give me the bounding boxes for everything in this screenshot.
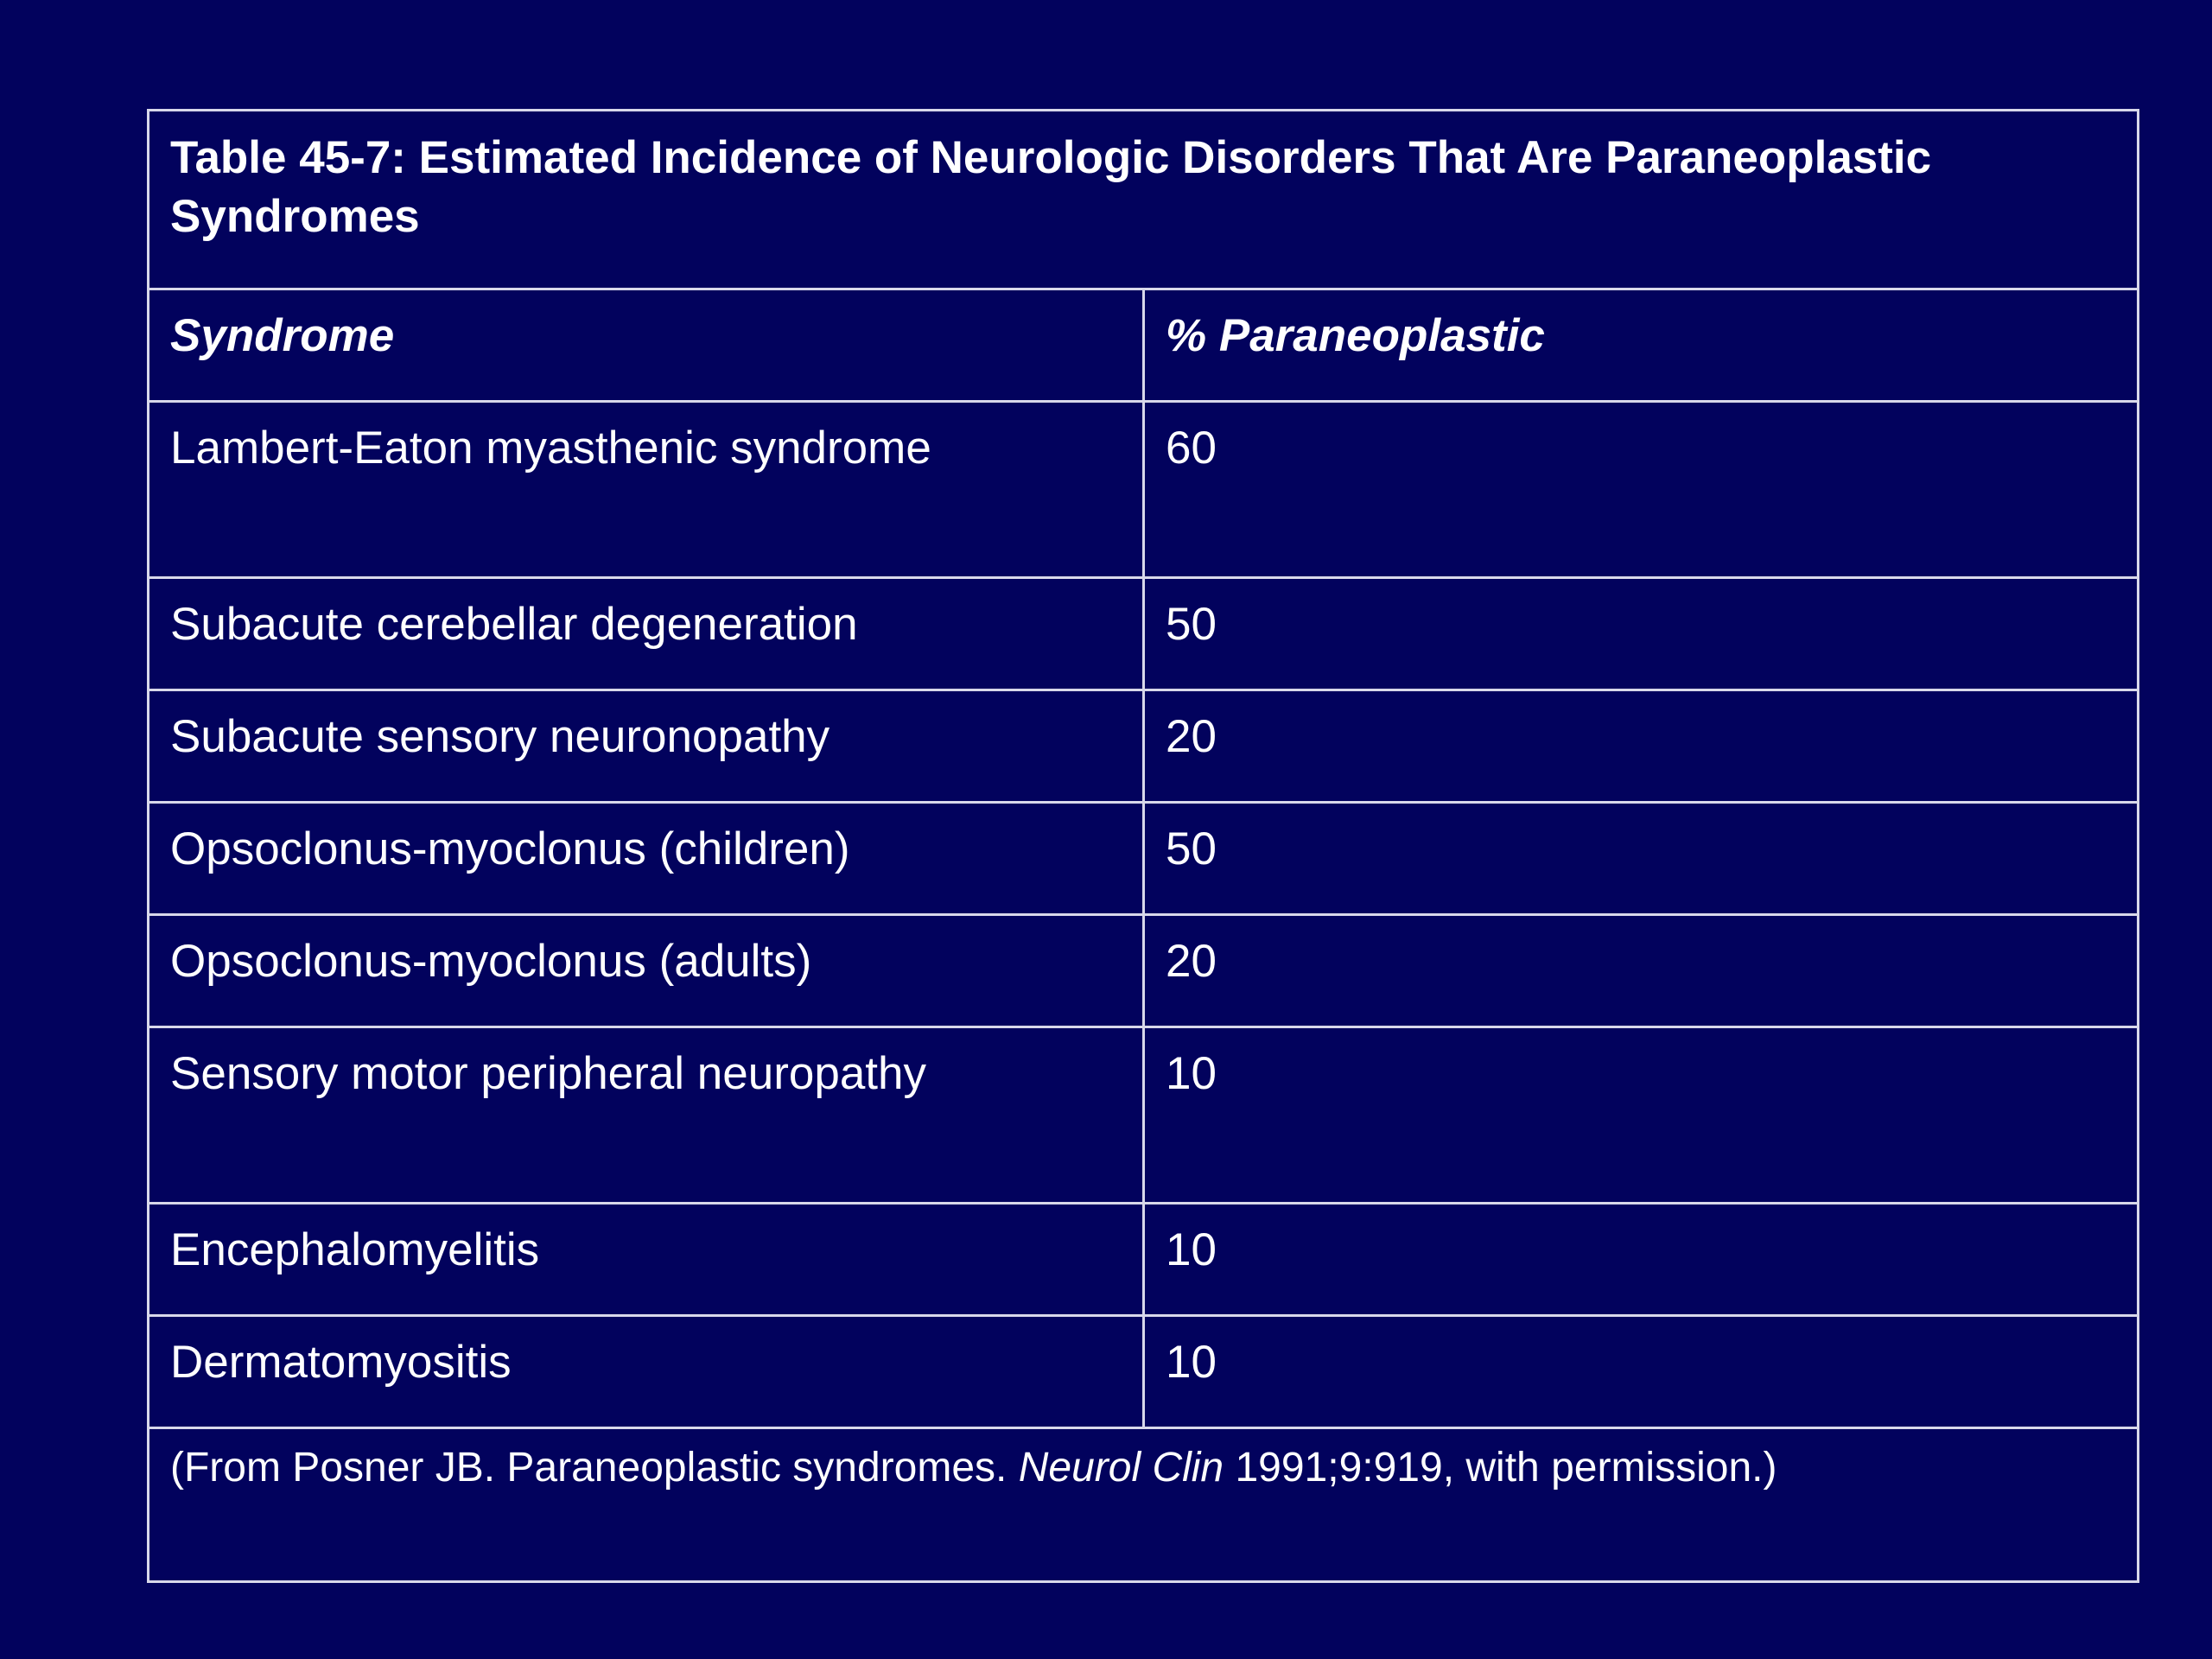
percent-cell: 50 [1166, 823, 1217, 874]
table-row [149, 913, 2137, 1026]
table-source-row [149, 1427, 2137, 1580]
syndrome-cell: Opsoclonus-myoclonus (adults) [149, 916, 1145, 1026]
percent-cell: 10 [1166, 1048, 1217, 1099]
percent-cell: 20 [1166, 936, 1217, 987]
column-header-syndrome: Syndrome [149, 290, 1145, 400]
syndrome-cell: Opsoclonus-myoclonus (children) [149, 804, 1145, 913]
table-row [149, 1202, 2137, 1314]
syndrome-cell: Subacute sensory neuronopathy [149, 691, 1145, 801]
percent-cell: 60 [1166, 423, 1217, 474]
table-row [149, 576, 2137, 689]
percent-cell: 10 [1166, 1337, 1217, 1388]
table-title: Table 45-7: Estimated Incidence of Neurologic Disorders That Are Paraneoplastic Syndromes [170, 132, 1932, 242]
table-row [149, 801, 2137, 913]
source-prefix: (From Posner JB. Paraneoplastic syndromes. [170, 1445, 1019, 1491]
percent-cell: 50 [1166, 599, 1217, 650]
syndrome-cell: Encephalomyelitis [149, 1205, 1145, 1314]
percent-cell: 10 [1166, 1224, 1217, 1275]
data-table [147, 109, 2139, 1583]
syndrome-cell: Lambert-Eaton myasthenic syndrome [149, 403, 1145, 576]
source-suffix: 1991;9:919, with permission.) [1224, 1445, 1777, 1491]
syndrome-cell: Subacute cerebellar degeneration [149, 579, 1145, 689]
table-header-row [149, 288, 2137, 400]
syndrome-cell: Sensory motor peripheral neuropathy [149, 1028, 1145, 1202]
table-row [149, 400, 2137, 576]
column-header-percent: % Paraneoplastic [1166, 310, 1545, 361]
table-row [149, 1314, 2137, 1427]
source-journal: Neurol Clin [1018, 1445, 1224, 1491]
syndrome-cell: Dermatomyositis [149, 1317, 1145, 1427]
table-row [149, 1026, 2137, 1202]
percent-cell: 20 [1166, 711, 1217, 762]
source-citation [149, 1429, 2137, 1495]
table-row [149, 689, 2137, 801]
table-caption-row [149, 111, 2137, 288]
